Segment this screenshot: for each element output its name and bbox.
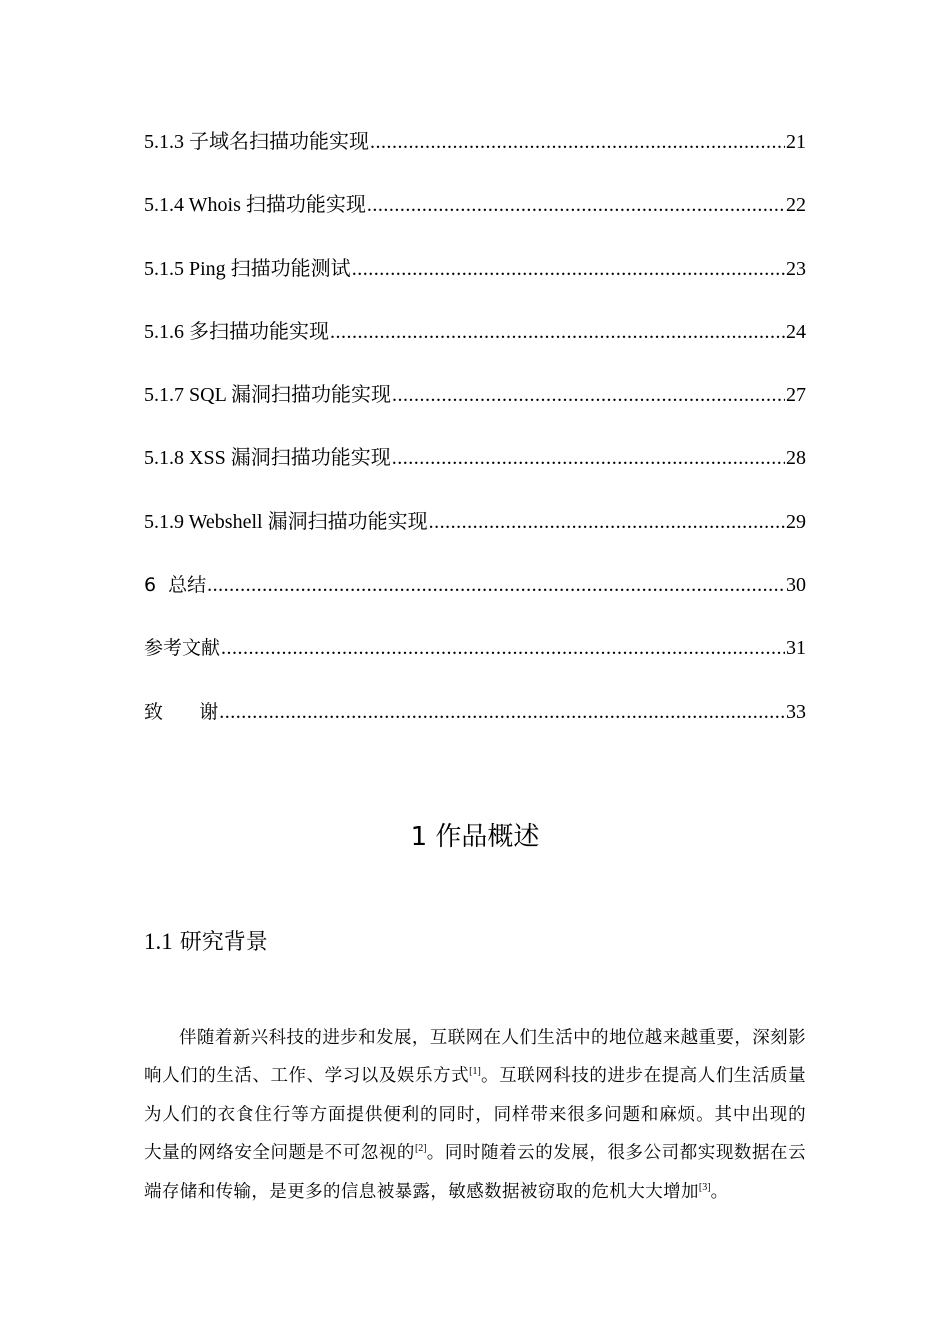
toc-entry-label: 5.1.9 Webshell 漏洞扫描功能实现: [144, 510, 428, 533]
section-heading: [144, 922, 268, 963]
paragraph-text: 伴随着新兴科技的进步和发展，互联网在人们生活中的地位越来越重要，深刻影响人们的生活、工作、学习以及娱乐方式: [144, 1026, 806, 1085]
toc-leader-dots: [330, 312, 785, 352]
toc-page-number: 22: [786, 194, 806, 217]
toc-page-number: 27: [786, 384, 806, 407]
toc-entry-label: 致 谢: [144, 700, 219, 723]
toc-page-number: 30: [786, 574, 806, 597]
table-of-contents: [144, 122, 806, 755]
toc-entry-label: 5.1.3 子域名扫描功能实现: [144, 131, 369, 153]
toc-leader-dots: [219, 692, 785, 732]
toc-leader-dots: [429, 502, 785, 542]
toc-entry[interactable]: [144, 249, 806, 312]
toc-entry[interactable]: [144, 375, 806, 438]
toc-entry[interactable]: [144, 692, 806, 755]
toc-page-number: 21: [786, 131, 806, 153]
body-paragraph: [144, 1018, 806, 1211]
toc-page-number: 24: [786, 320, 806, 343]
toc-entry[interactable]: [144, 185, 806, 248]
paragraph-text: 。同时随着云的发展，很多公司都实现数据在云端存储和传输，是更多的信息被暴露，敏感数据被窃取的危机大大增加: [144, 1142, 806, 1201]
chapter-heading: 1 作品概述: [410, 822, 540, 852]
citation-ref[interactable]: [1]: [469, 1066, 481, 1077]
toc-entry-label: 5.1.4 Whois 扫描功能实现: [144, 194, 366, 217]
toc-leader-dots: [370, 122, 785, 162]
toc-page-number: 28: [786, 447, 806, 470]
toc-entry[interactable]: [144, 565, 806, 628]
citation-ref[interactable]: [3]: [698, 1181, 711, 1193]
toc-leader-dots: [367, 185, 785, 225]
toc-entry-label: 5.1.5 Ping 扫描功能测试: [144, 257, 351, 280]
toc-entry[interactable]: [144, 122, 806, 185]
toc-entry-label: 6 总结: [144, 574, 207, 597]
paragraph-text: 。: [710, 1180, 729, 1201]
toc-leader-dots: [221, 628, 785, 668]
toc-page-number: 23: [786, 257, 806, 280]
toc-entry[interactable]: [144, 312, 806, 375]
toc-page-number: 31: [786, 637, 806, 660]
toc-entry-label: 5.1.8 XSS 漏洞扫描功能实现: [144, 447, 391, 470]
section-title-text: 研究背景: [179, 930, 268, 955]
toc-leader-dots: [392, 375, 785, 415]
toc-page-number: 29: [786, 510, 806, 533]
toc-leader-dots: [207, 565, 785, 605]
toc-page-number: 33: [786, 700, 806, 723]
toc-entry[interactable]: [144, 438, 806, 501]
toc-entry-label: 参考文献: [144, 637, 221, 660]
section-number: 1.1: [144, 929, 173, 954]
citation-ref[interactable]: [2]: [414, 1143, 427, 1154]
toc-entry-label: 5.1.7 SQL 漏洞扫描功能实现: [144, 384, 392, 407]
toc-leader-dots: [352, 249, 785, 289]
toc-entry[interactable]: [144, 502, 806, 565]
toc-leader-dots: [392, 438, 785, 478]
toc-entry[interactable]: [144, 628, 806, 691]
paragraph-text: 。互联网科技的进步在提高人们生活质量为人们的衣食住行等方面提供便利的同时，同样带来很多问题和麻烦。其中出现的大量的网络安全问题是不可忽视的: [144, 1065, 807, 1162]
toc-entry-label: 5.1.6 多扫描功能实现: [144, 320, 329, 343]
